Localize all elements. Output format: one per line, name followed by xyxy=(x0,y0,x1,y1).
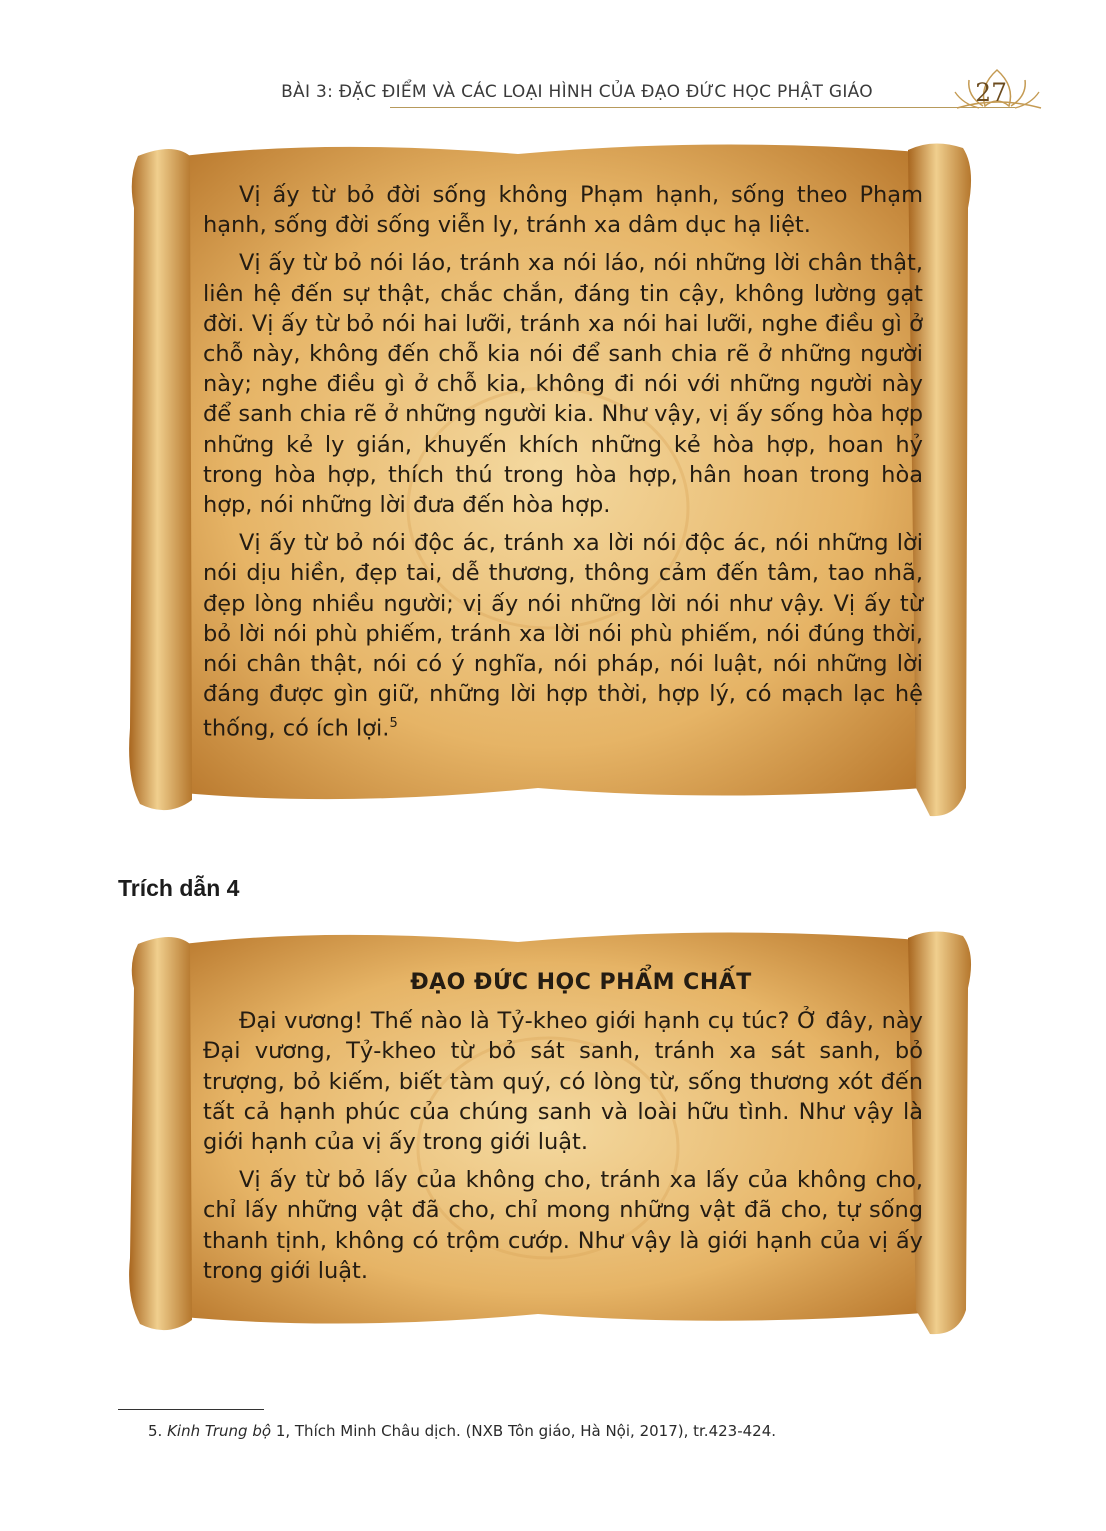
quote-1-paragraph xyxy=(203,528,923,744)
footnote-book-title: Kinh Trung bộ xyxy=(167,1422,272,1440)
section-heading: Trích dẫn 4 xyxy=(118,875,240,901)
quote-1-paragraph: Vị ấy từ bỏ nói láo, tránh xa nói láo, nói những lời chân thật, liên hệ đến sự thật, chắc chắn, đáng tin cậy, không lường gạt đời. Vị ấy từ bỏ nói hai lưỡi, tránh xa nói hai lưỡi, nghe điều gì ở chỗ này, không đến chỗ kia nói để sanh chia rẽ ở những người này; nghe điều gì ở chỗ kia, không đi nói với những người này để sanh chia rẽ ở những người kia. Như vậy, vị ấy sống hòa hợp những kẻ ly gián, khuyến khích những kẻ hòa hợp, hoan hỷ trong hòa hợp, thích thú trong hòa hợp, hân hoan trong hòa hợp, nói những lời đưa đến hòa hợp. xyxy=(203,250,923,519)
footnote-reference[interactable]: 5 xyxy=(389,716,398,732)
quote-scroll-2 xyxy=(118,918,988,1343)
footnote xyxy=(148,1422,776,1440)
quote-1-paragraph: Vị ấy từ bỏ đời sống không Phạm hạnh, sống theo Phạm hạnh, sống đời sống viễn ly, tránh xa dâm dục hạ liệt. xyxy=(203,182,923,239)
quote-2-body xyxy=(203,968,923,1294)
quote-2-paragraph: Đại vương! Thế nào là Tỷ-kheo giới hạnh cụ túc? Ở đây, này Đại vương, Tỷ-kheo từ bỏ sát sanh, tránh xa sát sanh, bỏ trượng, bỏ kiếm, biết tàm quý, có lòng từ, sống thương xót đến tất cả hạnh phúc của chúng sanh và loài hữu tình. Như vậy là giới hạnh của vị ấy trong giới luật. xyxy=(203,1008,923,1156)
header-rule xyxy=(390,107,1015,108)
quote-2-title: ĐẠO ĐỨC HỌC PHẨM CHẤT xyxy=(410,970,752,995)
quote-2-paragraph: Vị ấy từ bỏ lấy của không cho, tránh xa lấy của không cho, chỉ lấy những vật đã cho, chỉ mong những vật đã cho, tự sống thanh tịnh, không có trộm cướp. Như vậy là giới hạnh của vị ấy trong giới luật. xyxy=(203,1167,923,1284)
footnote-citation: 1, Thích Minh Châu dịch. (NXB Tôn giáo, Hà Nội, 2017), tr.423-424. xyxy=(271,1422,777,1440)
quote-scroll-1 xyxy=(118,128,988,828)
footnote-rule xyxy=(118,1409,264,1410)
running-header-title: BÀI 3: ĐẶC ĐIỂM VÀ CÁC LOẠI HÌNH CỦA ĐẠO ĐỨC HỌC PHẬT GIÁO xyxy=(281,82,873,102)
footnote-number: 5. xyxy=(148,1422,163,1440)
quote-1-paragraph-text: Vị ấy từ bỏ nói độc ác, tránh xa lời nói độc ác, nói những lời nói dịu hiền, đẹp tai, dễ thương, thông cảm đến tâm, tao nhã, đẹp lòng nhiều người; vị ấy nói những lời nói như vậy. Vị ấy từ bỏ lời nói phù phiếm, tránh xa lời nói phù phiếm, nói đúng thời, nói chân thật, nói có ý nghĩa, nói pháp, nói luật, nói những lời đáng được gìn giữ, những lời hợp thời, hợp lý, có mạch lạc hệ thống, có ích lợi. xyxy=(203,530,923,742)
page-number: 27 xyxy=(975,78,1007,107)
quote-1-body xyxy=(203,180,923,752)
page-header xyxy=(60,68,1045,118)
